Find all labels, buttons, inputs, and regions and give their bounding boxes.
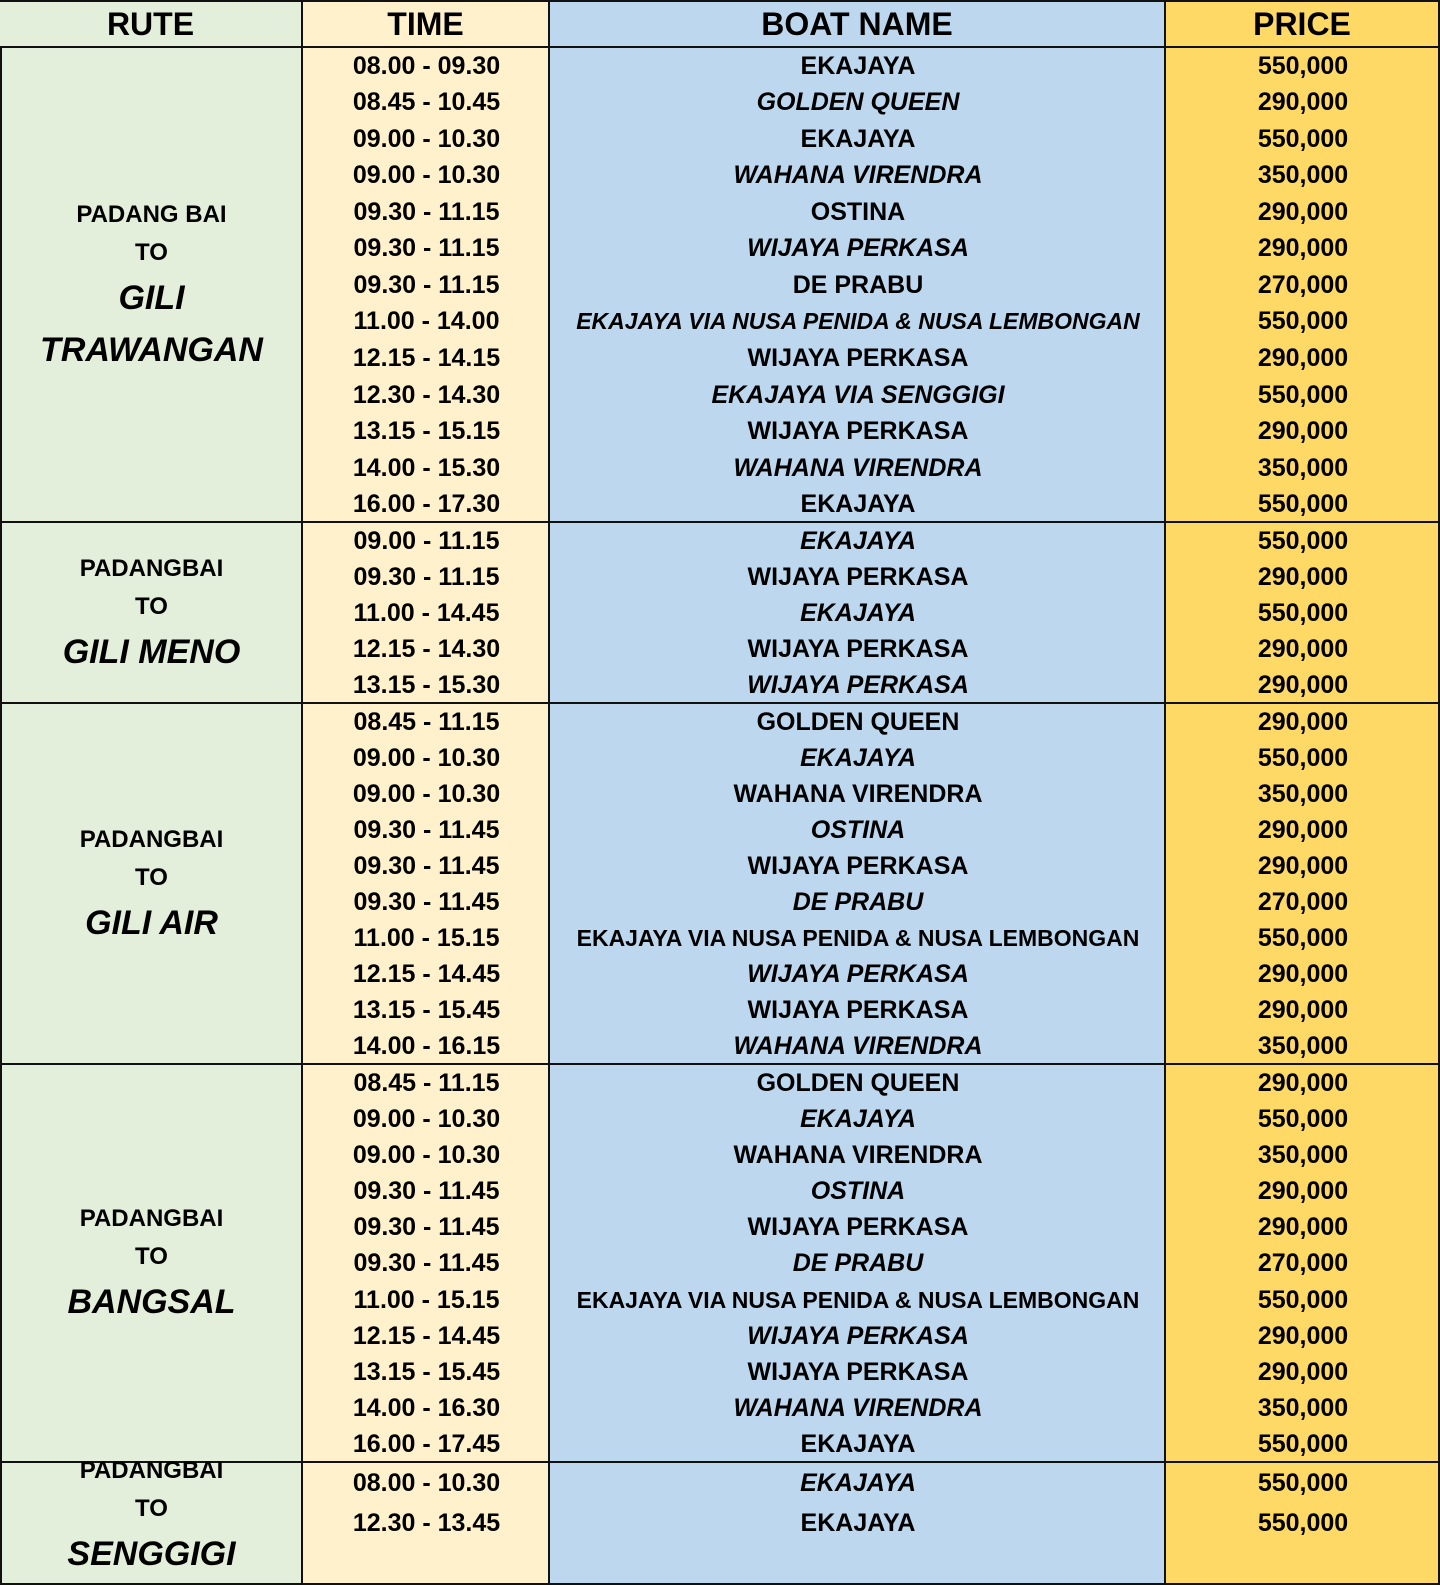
- boat-name: DE PRABU: [792, 1249, 924, 1278]
- ticket-price: 290,000: [1257, 996, 1349, 1025]
- route-destination: BANGSAL: [67, 1283, 236, 1321]
- departure-time: 08.00 - 10.30: [352, 1468, 501, 1497]
- route-group: [0, 48, 1440, 523]
- table-row: [0, 993, 1440, 1029]
- route-origin: PADANG BAI: [76, 200, 227, 228]
- departure-time: 08.45 - 11.15: [353, 1068, 500, 1097]
- departure-time: 09.30 - 11.45: [353, 851, 500, 880]
- table-row: [0, 1065, 1440, 1101]
- departure-time: 09.30 - 11.45: [353, 815, 500, 844]
- ticket-price: 550,000: [1257, 1468, 1349, 1497]
- table-row: [0, 450, 1440, 487]
- table-row: [0, 523, 1440, 559]
- table-row: [0, 884, 1440, 920]
- departure-time: 11.00 - 15.15: [353, 1285, 500, 1314]
- ticket-price: 290,000: [1257, 815, 1349, 844]
- ticket-price: 350,000: [1257, 779, 1349, 808]
- table-row: [0, 48, 1440, 85]
- ticket-price: 550,000: [1257, 1285, 1349, 1314]
- ticket-price: 350,000: [1257, 453, 1349, 482]
- ticket-price: 290,000: [1257, 671, 1349, 700]
- boat-name: WIJAYA PERKASA: [747, 417, 969, 446]
- departure-time: 09.00 - 10.30: [352, 1140, 501, 1169]
- boat-name: WIJAYA PERKASA: [747, 635, 969, 664]
- ticket-price: 290,000: [1257, 562, 1349, 591]
- boat-name: WAHANA VIRENDRA: [733, 161, 983, 190]
- ticket-price: 550,000: [1257, 1104, 1349, 1133]
- departure-time: 13.15 - 15.45: [352, 996, 501, 1025]
- ticket-price: 290,000: [1257, 707, 1349, 736]
- boat-name: EKAJAYA: [800, 598, 916, 627]
- boat-name: EKAJAYA: [800, 743, 916, 772]
- schedule-rows: [0, 48, 1440, 523]
- table-row: [0, 595, 1440, 631]
- boat-name: WAHANA VIRENDRA: [733, 1394, 983, 1423]
- ticket-price: 550,000: [1257, 924, 1349, 953]
- boat-name: GOLDEN QUEEN: [756, 88, 960, 117]
- ticket-price: 350,000: [1257, 1140, 1349, 1169]
- table-row: [0, 121, 1440, 158]
- departure-time: 09.30 - 11.45: [353, 1213, 500, 1242]
- table-row: [0, 776, 1440, 812]
- boat-name: WIJAYA PERKASA: [747, 1321, 969, 1350]
- boat-name: WIJAYA PERKASA: [747, 562, 969, 591]
- boat-name: EKAJAYA: [800, 1468, 916, 1497]
- ticket-price: 350,000: [1257, 1394, 1349, 1423]
- boat-name: DE PRABU: [792, 888, 924, 917]
- route-group: [0, 523, 1440, 704]
- table-row: [0, 812, 1440, 848]
- departure-time: 09.00 - 10.30: [352, 124, 501, 153]
- ticket-price: 550,000: [1257, 307, 1349, 336]
- schedule-rows: [0, 1065, 1440, 1463]
- header-price: PRICE: [1166, 0, 1440, 48]
- route-destination: GILI: [118, 278, 185, 317]
- boat-name: EKAJAYA VIA NUSA PENIDA & NUSA LEMBONGAN: [576, 308, 1140, 335]
- boat-name: EKAJAYA: [800, 490, 916, 519]
- boat-name: EKAJAYA VIA SENGGIGI: [711, 380, 1005, 409]
- departure-time: 13.15 - 15.45: [352, 1357, 501, 1386]
- boat-name: GOLDEN QUEEN: [756, 707, 960, 736]
- departure-time: 14.00 - 16.30: [352, 1394, 501, 1423]
- ticket-price: 290,000: [1257, 851, 1349, 880]
- ticket-price: 290,000: [1257, 417, 1349, 446]
- departure-time: 09.30 - 11.15: [353, 234, 500, 263]
- departure-time: 12.15 - 14.45: [352, 960, 501, 989]
- table-row: [0, 1210, 1440, 1246]
- boat-name: EKAJAYA: [800, 124, 916, 153]
- departure-time: 09.30 - 11.15: [353, 562, 500, 591]
- departure-time: 12.30 - 13.45: [352, 1509, 501, 1538]
- ticket-price: 550,000: [1257, 743, 1349, 772]
- boat-name: WIJAYA PERKASA: [747, 1213, 969, 1242]
- boat-name: WIJAYA PERKASA: [747, 234, 969, 263]
- table-row: [0, 1463, 1440, 1504]
- table-row: [0, 848, 1440, 884]
- boat-name: WAHANA VIRENDRA: [733, 779, 983, 808]
- ticket-price: 290,000: [1257, 1068, 1349, 1097]
- table-row: [0, 1504, 1440, 1545]
- ticket-price: 290,000: [1257, 344, 1349, 373]
- departure-time: 08.45 - 10.45: [352, 88, 501, 117]
- departure-time: 11.00 - 14.00: [353, 307, 500, 336]
- boat-name: OSTINA: [810, 1177, 906, 1206]
- table-row: [0, 85, 1440, 122]
- boat-name: EKAJAYA: [800, 526, 916, 555]
- route-group: [0, 1457, 1440, 1585]
- table-row: [0, 1101, 1440, 1137]
- boat-name: EKAJAYA: [800, 1509, 916, 1538]
- ticket-price: 550,000: [1257, 1509, 1349, 1538]
- boat-name: EKAJAYA VIA NUSA PENIDA & NUSA LEMBONGAN: [576, 1286, 1140, 1313]
- table-row: [0, 1174, 1440, 1210]
- table-row: [0, 340, 1440, 377]
- ticket-price: 290,000: [1257, 234, 1349, 263]
- table-row: [0, 740, 1440, 776]
- boat-name: OSTINA: [810, 197, 906, 226]
- boat-name: WAHANA VIRENDRA: [733, 1140, 983, 1169]
- route-origin: PADANGBAI: [79, 825, 224, 853]
- departure-time: 13.15 - 15.15: [352, 417, 501, 446]
- schedule-rows: [0, 704, 1440, 1065]
- route-to: TO: [135, 238, 168, 266]
- ticket-price: 350,000: [1257, 1032, 1349, 1061]
- ticket-price: 270,000: [1257, 270, 1349, 299]
- boat-name: EKAJAYA: [800, 1430, 916, 1459]
- boat-name: WIJAYA PERKASA: [747, 1357, 969, 1386]
- boat-name: WIJAYA PERKASA: [747, 671, 969, 700]
- table-row: [0, 921, 1440, 957]
- table-row: [0, 413, 1440, 450]
- boat-name: EKAJAYA: [800, 51, 916, 80]
- departure-time: 14.00 - 15.30: [352, 453, 501, 482]
- schedule-rows: [0, 1463, 1440, 1544]
- ticket-price: 290,000: [1257, 1177, 1349, 1206]
- table-row: [0, 704, 1440, 740]
- boat-name: WIJAYA PERKASA: [747, 960, 969, 989]
- table-row: [0, 1246, 1440, 1282]
- table-row: [0, 486, 1440, 523]
- route-destination: SENGGIGI: [67, 1535, 236, 1573]
- header-boat-name: BOAT NAME: [550, 0, 1166, 48]
- departure-time: 08.00 - 09.30: [352, 51, 501, 80]
- table-row: [0, 957, 1440, 993]
- departure-time: 14.00 - 16.15: [352, 1032, 501, 1061]
- departure-time: 09.00 - 10.30: [352, 1104, 501, 1133]
- boat-name: WIJAYA PERKASA: [747, 851, 969, 880]
- ticket-price: 550,000: [1257, 1430, 1349, 1459]
- departure-time: 09.30 - 11.45: [353, 1177, 500, 1206]
- table-row: [0, 1282, 1440, 1318]
- boat-name: DE PRABU: [792, 270, 924, 299]
- ticket-price: 550,000: [1257, 51, 1349, 80]
- table-row: [0, 1029, 1440, 1065]
- table-row: [0, 267, 1440, 304]
- table-row: [0, 304, 1440, 341]
- departure-time: 12.15 - 14.45: [352, 1321, 501, 1350]
- departure-time: 09.30 - 11.15: [353, 197, 500, 226]
- ticket-price: 550,000: [1257, 598, 1349, 627]
- boat-name: GOLDEN QUEEN: [756, 1068, 960, 1097]
- boat-name: EKAJAYA: [800, 1104, 916, 1133]
- ticket-price: 290,000: [1257, 1213, 1349, 1242]
- table-row: [0, 632, 1440, 668]
- route-group: [0, 704, 1440, 1065]
- table-header: [0, 0, 1440, 48]
- departure-time: 13.15 - 15.30: [352, 671, 501, 700]
- boat-name: WAHANA VIRENDRA: [733, 453, 983, 482]
- boat-name: WIJAYA PERKASA: [747, 996, 969, 1025]
- departure-time: 12.15 - 14.15: [352, 344, 501, 373]
- ticket-price: 290,000: [1257, 1321, 1349, 1350]
- table-row: [0, 231, 1440, 268]
- departure-time: 16.00 - 17.30: [352, 490, 501, 519]
- departure-time: 09.00 - 11.15: [353, 526, 500, 555]
- route-origin: PADANGBAI: [79, 1205, 224, 1232]
- ticket-price: 290,000: [1257, 197, 1349, 226]
- table-row: [0, 668, 1440, 704]
- table-row: [0, 377, 1440, 414]
- departure-time: 09.00 - 10.30: [352, 161, 501, 190]
- departure-time: 09.30 - 11.45: [353, 1249, 500, 1278]
- boat-name: WAHANA VIRENDRA: [733, 1032, 983, 1061]
- route-to: TO: [135, 1243, 168, 1270]
- route-to: TO: [135, 592, 168, 620]
- table-row: [0, 1354, 1440, 1390]
- ticket-price: 550,000: [1257, 526, 1349, 555]
- departure-time: 08.45 - 11.15: [353, 707, 500, 736]
- departure-time: 11.00 - 15.15: [353, 924, 500, 953]
- departure-time: 11.00 - 14.45: [353, 598, 500, 627]
- route-group: [0, 1065, 1440, 1463]
- ticket-price: 290,000: [1257, 960, 1349, 989]
- departure-time: 09.30 - 11.45: [353, 888, 500, 917]
- departure-time: 09.00 - 10.30: [352, 743, 501, 772]
- boat-name: OSTINA: [810, 815, 906, 844]
- departure-time: 16.00 - 17.45: [352, 1430, 501, 1459]
- departure-time: 12.30 - 14.30: [352, 380, 501, 409]
- route-destination: TRAWANGAN: [40, 330, 263, 369]
- route-destination: GILI MENO: [62, 632, 241, 671]
- table-row: [0, 194, 1440, 231]
- table-row: [0, 1318, 1440, 1354]
- boat-name: WIJAYA PERKASA: [747, 344, 969, 373]
- ticket-price: 290,000: [1257, 1357, 1349, 1386]
- boat-name: EKAJAYA VIA NUSA PENIDA & NUSA LEMBONGAN: [576, 925, 1140, 952]
- table-row: [0, 559, 1440, 595]
- table-row: [0, 1391, 1440, 1427]
- route-origin: PADANGBAI: [79, 1457, 224, 1484]
- table-row: [0, 1137, 1440, 1173]
- ticket-price: 550,000: [1257, 490, 1349, 519]
- route-to: TO: [135, 863, 168, 891]
- header-rute: RUTE: [0, 0, 303, 48]
- ticket-price: 270,000: [1257, 1249, 1349, 1278]
- ticket-price: 350,000: [1257, 161, 1349, 190]
- ticket-price: 290,000: [1257, 635, 1349, 664]
- table-row: [0, 158, 1440, 195]
- ticket-price: 290,000: [1257, 88, 1349, 117]
- route-destination: GILI AIR: [85, 903, 218, 942]
- ticket-price: 550,000: [1257, 124, 1349, 153]
- schedule-rows: [0, 523, 1440, 704]
- departure-time: 09.00 - 10.30: [352, 779, 501, 808]
- ticket-price: 550,000: [1257, 380, 1349, 409]
- ticket-price: 270,000: [1257, 888, 1349, 917]
- route-origin: PADANGBAI: [79, 554, 224, 582]
- header-time: TIME: [303, 0, 550, 48]
- route-to: TO: [135, 1495, 168, 1522]
- departure-time: 12.15 - 14.30: [352, 635, 501, 664]
- departure-time: 09.30 - 11.15: [353, 270, 500, 299]
